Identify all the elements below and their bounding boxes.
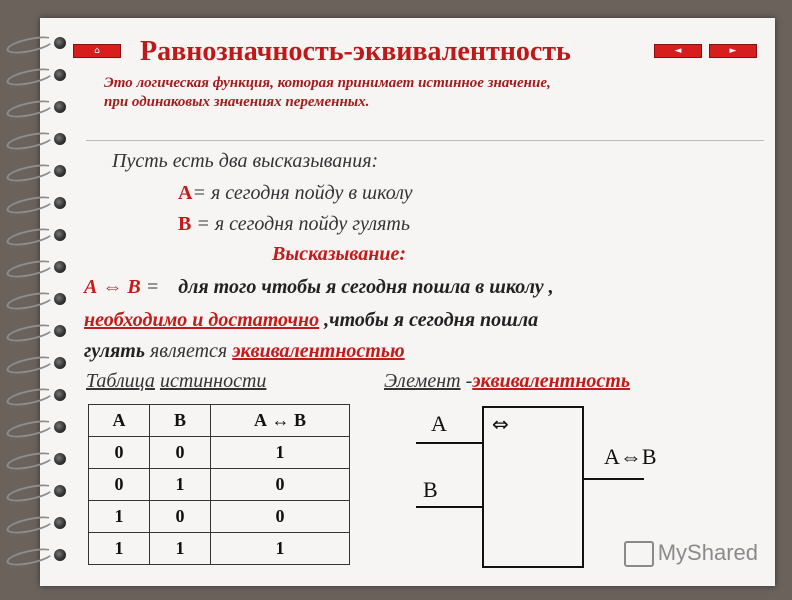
expr-necessary: необходимо и достаточно [84,309,320,331]
statement-label: Высказывание: [272,243,406,265]
header-result: А ↔ В [211,405,350,437]
intro-text: Пусть есть два высказывания: [112,150,379,172]
element-label-word: Элемент [384,370,461,392]
gate-input-b-label: В [423,477,438,502]
header-b: В [150,405,211,437]
prev-button[interactable]: ◄ [654,44,702,58]
gate-symbol: ⇔ [492,412,509,436]
cell: 1 [211,533,350,565]
cell: 0 [211,469,350,501]
cell: 1 [150,533,211,565]
logo-icon [624,541,654,567]
cell: 1 [89,501,150,533]
cell: 0 [150,437,211,469]
gate-output-label: А⇔В [604,444,657,469]
table-label-1: Таблица [86,370,155,392]
element-name: эквивалентность [472,370,631,392]
cell: 0 [89,469,150,501]
expr-equivalence: эквивалентностью [232,340,405,362]
home-button[interactable]: ⌂ [73,44,121,58]
expr-lhs: А ⇔ В [84,276,141,298]
element-dash: - [460,370,473,392]
watermark [624,540,758,567]
statement-b-text: = я сегодня пойду гулять [191,213,410,235]
cell: 1 [89,533,150,565]
expr-eq: = [140,276,165,298]
cell: 0 [150,501,211,533]
gate-input-a-label: А [431,411,447,436]
expr-rest-1: для того чтобы я сегодня пошла в школу , [178,276,554,298]
cell: 1 [211,437,350,469]
page-title: Равнозначность-эквивалентность [140,36,571,67]
definition-line-1: Это логическая функция, которая принимает истинное значение, [104,75,551,91]
expr-rest-3b: является [150,340,233,362]
cell: 0 [89,437,150,469]
cell: 1 [150,469,211,501]
cell: 0 [211,501,350,533]
watermark-text: MyShared [657,540,758,565]
expr-rest-2: ,чтобы я сегодня пошла [319,309,539,331]
statement-a-text: = я сегодня пойду в школу [192,182,413,204]
header-a: А [89,405,150,437]
statement-b-var: В [178,213,192,235]
statement-a-var: А [178,182,193,204]
table-label-2: истинности [159,370,267,392]
definition-line-2: при одинаковых значениях переменных. [104,94,370,110]
next-button[interactable]: ► [709,44,757,58]
expr-rest-3a: гулять [84,340,150,362]
